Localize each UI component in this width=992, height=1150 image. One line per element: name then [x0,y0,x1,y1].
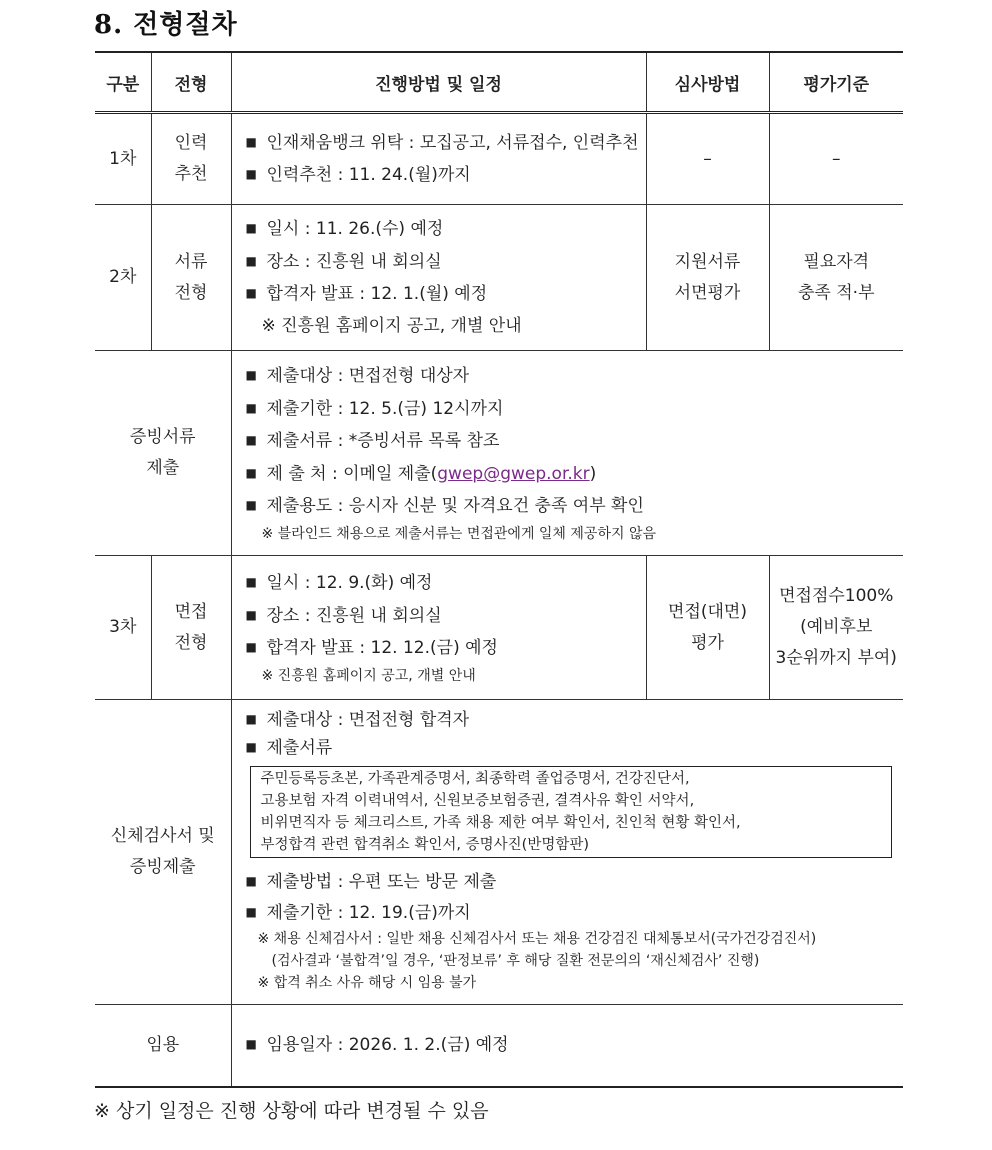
list-item: ■ 제출대상 : 면접전형 대상자 [246,360,904,393]
stage-cell: 2차 [95,205,151,351]
list-item: ■ 제출기한 : 12. 5.(금) 12시까지 [246,393,904,426]
list-item: ■ 장소 : 진흥원 내 회의실 [246,600,646,633]
bullet-icon: ■ [245,607,257,622]
method-cell: 지원서류 서면평가 [646,205,769,351]
stage-label-cell: 신체검사서 및 증빙제출 [95,700,231,1005]
documents-box [250,766,892,858]
type-cell [151,113,231,205]
table-row [95,1005,903,1087]
table-header-row [95,52,903,113]
note-text: (검사결과 ‘불합격’일 경우, ‘판정보류’ 후 해당 질환 전문의의 ‘재신체검사’ 진행) [271,953,760,969]
list-item: ■ 제출방법 : 우편 또는 방문 제출 [246,866,904,897]
section-title: 8. 전형절차 [94,10,238,40]
bullet-icon: ■ [245,368,257,383]
bullet-icon: ■ [245,905,257,919]
type-cell: 서류 전형 [151,205,231,351]
list-item: ■ 제출기한 : 12. 19.(금)까지 [246,897,904,928]
note-text: ※ 진흥원 홈페이지 공고, 개별 안내 [261,315,522,336]
type-cell: 면접 전형 [151,556,231,700]
bullet-icon: ■ [245,221,257,235]
detail-cell [231,1005,903,1087]
list-item: ■ 제출용도 : 응시자 신분 및 자격요건 충족 여부 확인 [246,490,904,523]
type-line: 인력 [174,133,208,153]
list-item: ■ 제출대상 : 면접전형 합격자 [246,706,904,734]
note-text: ※ 블라인드 채용으로 제출서류는 면접관에게 일체 제공하지 않음 [261,525,657,542]
bullet-icon: ■ [245,253,257,268]
header-method-schedule: 진행방법 및 일정 [231,52,646,113]
list-item: ■ 제출서류 [246,734,904,762]
document-line: 주민등록등초본, 가족관계증명서, 최종학력 졸업증명서, 건강진단서, [260,771,690,787]
detail-cell [231,700,903,1005]
document-line: 고용보험 자격 이력내역서, 신원보증보험증권, 결격사유 확인 서약서, [260,793,695,809]
method-cell: 면접(대면) 평가 [646,556,769,700]
header-review-method: 심사방법 [646,52,769,113]
list-item: ■ 일시 : 12. 9.(화) 예정 [246,567,646,600]
footnote: ※ 상기 일정은 진행 상황에 따라 변경될 수 있음 [94,1100,489,1122]
detail-cell [231,205,646,351]
criteria-cell: 필요자격 충족 적·부 [769,205,903,351]
stage-label-cell: 증빙서류 제출 [95,351,231,556]
detail-cell [231,556,646,700]
stage-cell: 3차 [95,556,151,700]
bullet-icon: ■ [245,740,257,754]
header-category: 구분 [95,52,151,113]
bullet-icon: ■ [245,712,257,726]
bullet-icon: ■ [245,167,257,181]
list-item: ■ 합격자 발표 : 12. 1.(월) 예정 [246,278,646,311]
bullet-icon: ■ [245,874,257,888]
bullet-icon: ■ [245,286,257,300]
stage-cell: 1차 [95,113,151,205]
criteria-cell: 면접점수100% (예비후보 3순위까지 부여) [769,556,903,700]
note-text: ※ 채용 신체검사서 : 일반 채용 신체검사서 또는 채용 건강검진 대체통보서(국가건강검진서) [257,931,817,947]
list-item: ■ 합격자 발표 : 12. 12.(금) 예정 [246,632,646,665]
header-evaluation-criteria: 평가기준 [769,52,903,113]
list-item: ■ 제출서류 : *증빙서류 목록 참조 [246,425,904,458]
bullet-icon: ■ [245,498,257,513]
criteria-cell: – [769,113,903,205]
list-item: ■ 인력추천 : 11. 24.(월)까지 [246,159,646,192]
bullet-icon: ■ [245,400,257,415]
list-item: ■ 인재채움뱅크 위탁 : 모집공고, 서류접수, 인력추천 [246,127,646,160]
document-line: 부정합격 관련 합격취소 확인서, 증명사진(반명함판) [260,837,590,853]
bullet-icon: ■ [245,433,257,448]
list-item: ■ 장소 : 진흥원 내 회의실 [246,246,646,279]
list-item: ■ 일시 : 11. 26.(수) 예정 [246,213,646,246]
list-item: ■ 임용일자 : 2026. 1. 2.(금) 예정 [246,1029,904,1062]
bullet-icon: ■ [245,134,257,149]
table-row [95,113,903,205]
detail-cell [231,113,646,205]
stage-label-cell: 임용 [95,1005,231,1087]
bullet-icon: ■ [245,640,257,655]
email-link[interactable]: gwep@gwep.or.kr [437,463,590,484]
method-cell: – [646,113,769,205]
bullet-icon: ■ [245,575,257,590]
note-text: ※ 합격 취소 사유 해당 시 임용 불가 [257,975,477,991]
type-line: 추천 [174,164,208,184]
detail-cell [231,351,903,556]
header-stage-type: 전형 [151,52,231,113]
document-line: 비위면직자 등 체크리스트, 가족 채용 제한 여부 확인서, 친인척 현황 확인서, [260,815,741,831]
note-text: ※ 진흥원 홈페이지 공고, 개별 안내 [261,667,476,684]
bullet-icon: ■ [245,1037,257,1051]
table-row [95,205,903,351]
selection-procedure-table [95,51,903,1088]
list-item: ■ 제 출 처 : 이메일 제출(gwep@gwep.or.kr) [246,458,904,491]
bullet-icon: ■ [245,465,257,480]
table-row [95,700,903,1005]
table-row [95,351,903,556]
table-row [95,556,903,700]
